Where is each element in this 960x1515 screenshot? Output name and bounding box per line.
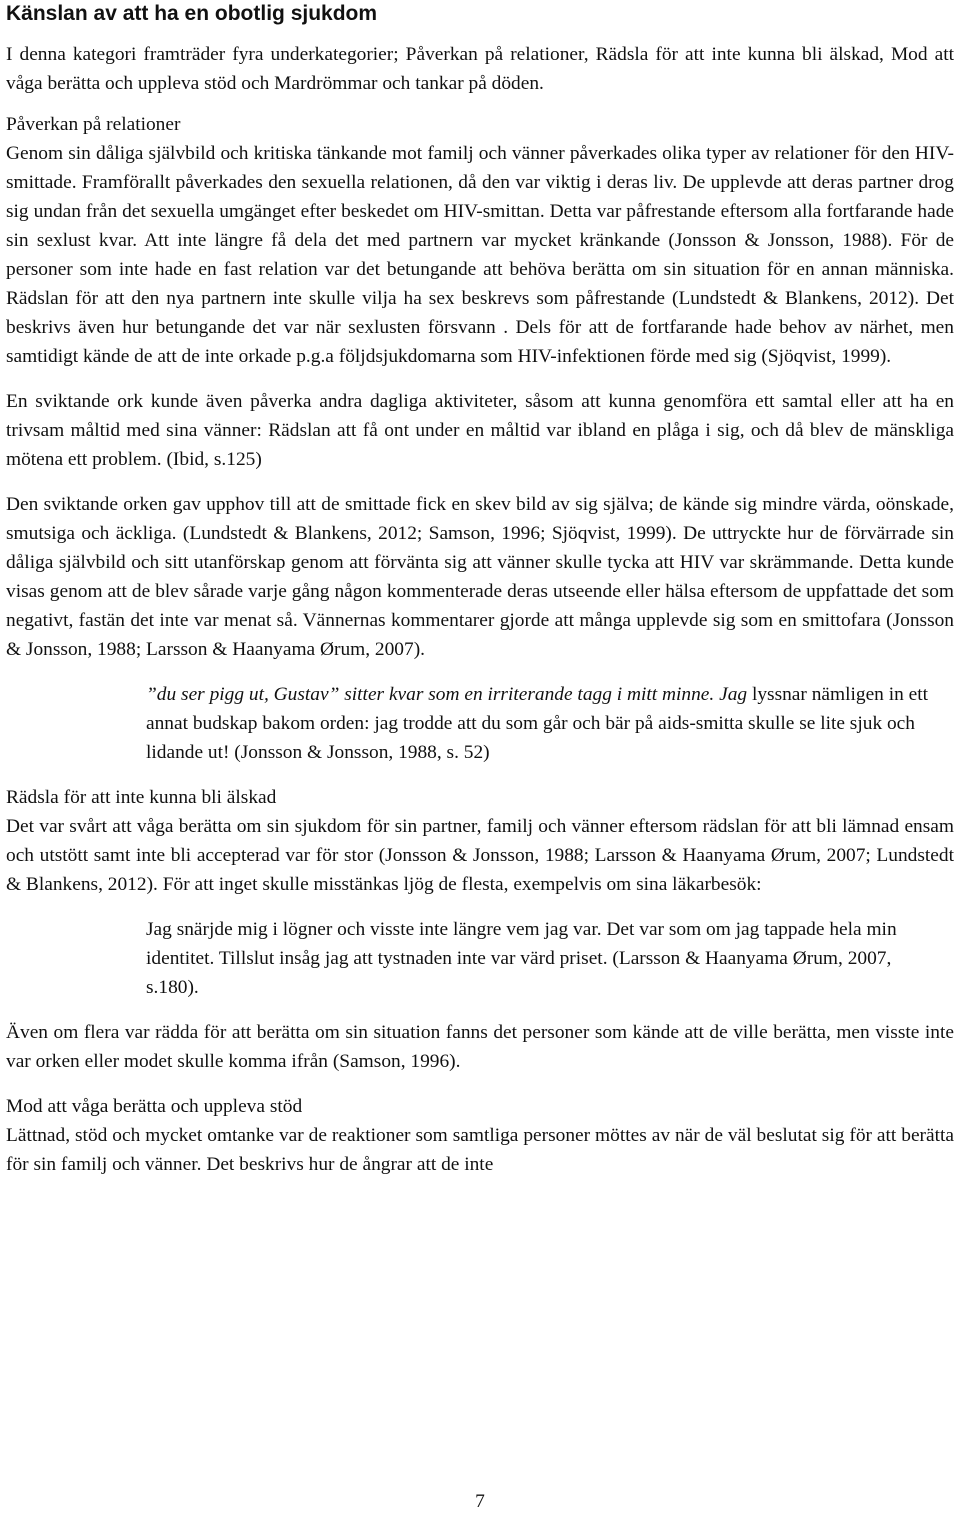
relations-paragraph: Genom sin dåliga självbild och kritiska tänkande mot familj och vänner påverkades olika typer av relationer för den HIV-smittade. Framförallt påverkades den sexuella relationen, då den var viktig i deras liv. De upplevde att deras partner drog sig undan från det sexuella umgänget efter beskedet om HIV-smittan. Detta var påfrestande eftersom alla fortfarande hade sin sexlust kvar. Att inte längre få dela det med partnern var mycket kränkande (Jonsson & Jonsson, 1988). För de personer som inte hade en fast relation var det betungande att behöva berätta om sin situation för en annan människa. Rädslan för att den nya partnern inte skulle vilja ha sex beskrevs som påfrestande (Lundstedt & Blankens, 2012). Det beskrivs även hur betungande det var när sexlusten försvann . Dels för att de fortfarande hade behov av närhet, men samtidigt kände de att de inte orkade p.g.a följdsjukdomarna som HIV-infektionen förde med sig (Sjöqvist, 1999). (6, 143, 954, 367)
section-heading: Känslan av att ha en obotlig sjukdom (6, 2, 378, 25)
subheading-fear: Rädsla för att inte kunna bli älskad (6, 787, 277, 808)
energy-paragraph: En sviktande ork kunde även påverka andra dagliga aktiviteter, såsom att kunna genomföra ett samtal eller att ha en trivsam måltid med sina vänner: Rädslan att få ont under en måltid var ibland en plåga i sig, och då blev de mänskliga mötena ett problem. (Ibid, s.125) (6, 391, 954, 470)
gustav-quote-italic: ”du ser pigg ut, Gustav” sitter kvar som en irriterande tagg i mitt minne. Jag (146, 684, 748, 705)
document-page (6, 0, 954, 1515)
gustav-quote (146, 680, 946, 767)
selfimage-paragraph: Den sviktande orken gav upphov till att de smittade fick en skev bild av sig själva; de kände sig mindre värda, oönskade, smutsiga och äckliga. (Lundstedt & Blankens, 2012; Samson, 1996; Sjöqvist, 1999). De uttryckte hur de förvärrade sin dåliga självbild och sitt utanförskap genom att förvänta sig att vänner skulle tycka att HIV var skrämmande. Detta kunde visas genom att de blev sårade varje gång någon kommenterade deras utseende eller hälsa eftersom de uppfattade det som negativt, fastän det inte var menat så. Vännernas kommentarer gjorde att många upplevde sig som en smittofara (Jonsson & Jonsson, 1988; Larsson & Haanyama Ørum, 2007). (6, 494, 954, 660)
identity-quote: Jag snärjde mig i lögner och visste inte längre vem jag var. Det var som om jag tappade hela min identitet. Tillslut insåg jag att tystnaden inte var värd priset. (Larsson & Haanyama Ørum, 2007, s.180). (146, 919, 897, 998)
subheading-courage: Mod att våga berätta och uppleva stöd (6, 1096, 303, 1117)
courage-paragraph: Lättnad, stöd och mycket omtanke var de reaktioner som samtliga personer möttes av när de väl beslutat sig för att berätta för sin familj och vänner. Det beskrivs hur de ångrar att de inte (6, 1125, 954, 1175)
subheading-relations: Påverkan på relationer (6, 114, 181, 135)
fear-paragraph: Det var svårt att våga berätta om sin sjukdom för sin partner, familj och vänner eftersom rädslan för att bli lämnad ensam och utstött samt inte bli accepterad var för stor (Jonsson & Jonsson, 1988; Larsson & Haanyama Ørum, 2007; Lundstedt & Blankens, 2012). För att inget skulle misstänkas ljög de flesta, exempelvis om sina läkarbesök: (6, 816, 954, 895)
page-number: 7 (475, 1491, 485, 1512)
gustav-quote-rest: lyssnar nämligen in ett annat budskap bakom orden: jag trodde att du som går och bär på aids-smitta skulle se lite sjuk och lidande ut! (Jonsson & Jonsson, 1988, s. 52) (146, 684, 929, 763)
intro-paragraph: I denna kategori framträder fyra underkategorier; Påverkan på relationer, Rädsla för att inte kunna bli älskad, Mod att våga berätta och uppleva stöd och Mardrömmar och tankar på döden. (6, 44, 954, 94)
wish-to-tell-paragraph: Även om flera var rädda för att berätta om sin situation fanns det personer som kände att de ville berätta, men visste inte var orken eller modet skulle komma ifrån (Samson, 1996). (6, 1022, 954, 1072)
